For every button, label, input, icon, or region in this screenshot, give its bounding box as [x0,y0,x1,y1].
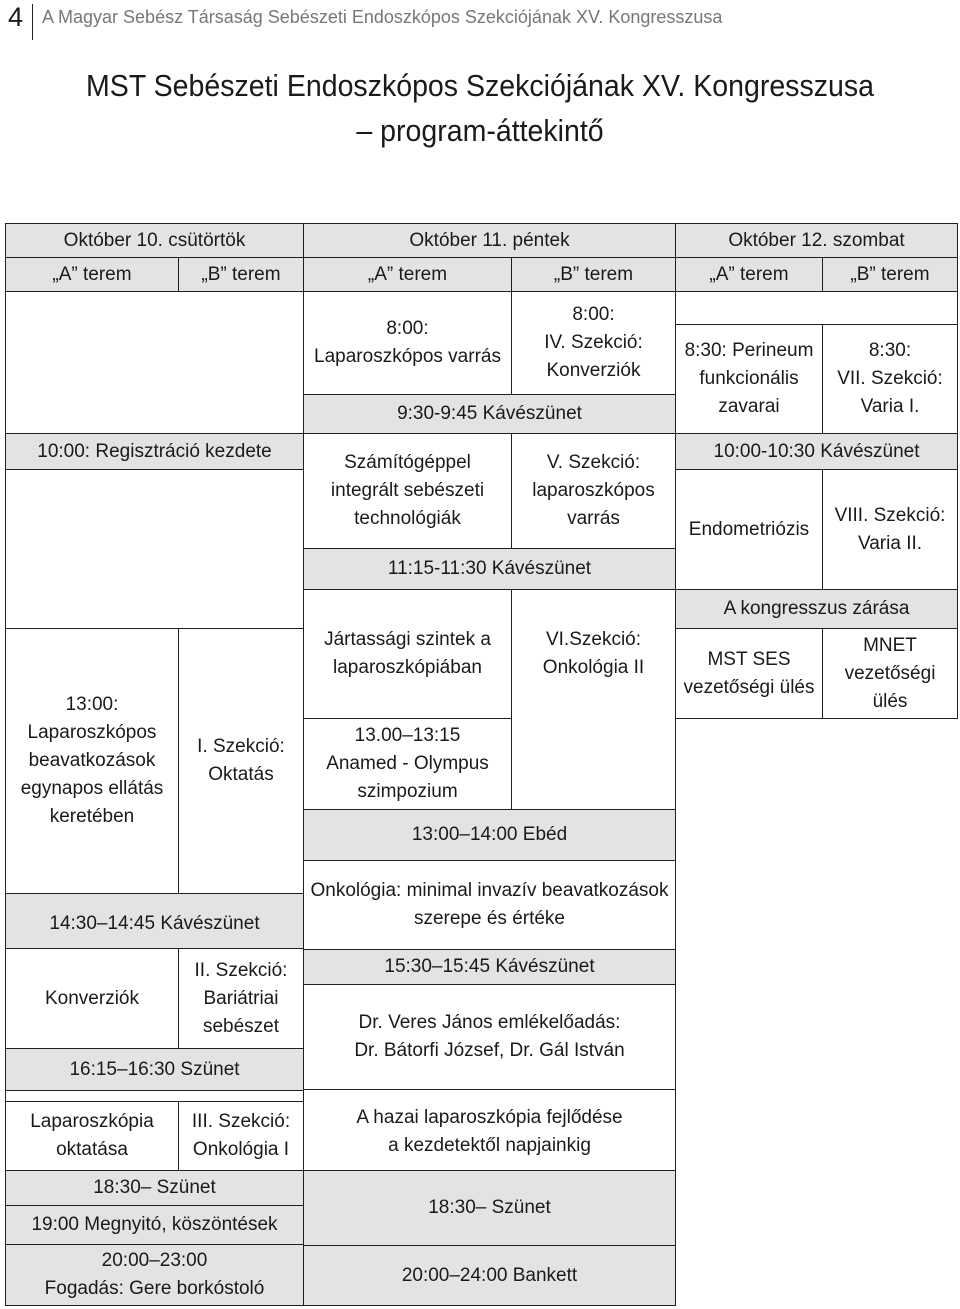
day-saturday: Október 12. szombat [675,223,958,258]
fri-skill-levels: Jártassági szintek a laparoszkópiában [303,589,512,719]
fri-computer-integrated: Számítógéppel integrált sebészeti technológiák [303,433,512,549]
room-sat-b: „B” terem [822,257,958,292]
fri-break-4: 18:30– Szünet [303,1170,676,1246]
thu-empty-morning [5,291,304,434]
sat-perineum: 8:30: Perineum funkcionális zavarai [675,324,823,434]
fri-coffee-break-1: 9:30-9:45 Kávészünet [303,394,676,434]
fri-laparoscopic-suturing: 8:00: Laparoszkópos varrás [303,291,512,395]
thu-reception: 20:00–23:00 Fogadás: Gere borkóstoló [5,1244,304,1306]
thu-break-2: 16:15–16:30 Szünet [5,1048,304,1091]
room-fri-b: „B” terem [511,257,676,292]
sat-endometriosis: Endometriózis [675,469,823,590]
thu-section-1: I. Szekció: Oktatás [178,628,304,894]
fri-coffee-break-2: 11:15-11:30 Kávészünet [303,548,676,590]
sat-mnet-meeting: MNET vezetőségi ülés [822,628,958,719]
room-thu-a: „A” terem [5,257,179,292]
thu-coffee-break: 14:30–14:45 Kávészünet [5,893,304,949]
sat-coffee-break: 10:00-10:30 Kávészünet [675,433,958,470]
sat-closing: A kongresszus zárása [675,589,958,629]
room-thu-b: „B” terem [178,257,304,292]
thu-laparoscopic-block: 13:00: Laparoszkópos beavatkozások egynapos ellátás keretében [5,628,179,894]
thu-konverziok: Konverziók [5,948,179,1049]
running-title: A Magyar Sebész Társaság Sebészeti Endoszkópos Szekciójának XV. Kongresszusa [42,7,723,27]
thu-section-2: II. Szekció: Bariátriai sebészet [178,948,304,1049]
page-subtitle: – program-áttekintő [356,113,604,148]
room-sat-a: „A” terem [675,257,823,292]
fri-lunch: 13:00–14:00 Ebéd [303,809,676,861]
thu-empty-midday [5,469,304,629]
thu-break-3: 18:30– Szünet [5,1170,304,1206]
fri-coffee-break-3: 15:30–15:45 Kávészünet [303,949,676,985]
fri-section-6: VI.Szekció: Onkológia II [511,589,676,810]
sat-top-gap [675,291,958,325]
sat-section-7: 8:30: VII. Szekció: Varia I. [822,324,958,434]
sat-section-8: VIII. Szekció: Varia II. [822,469,958,590]
thu-registration: 10:00: Regisztráció kezdete [5,433,304,470]
page-number: 4 [8,2,24,32]
fri-section-5: V. Szekció: laparoszkópos varrás [511,433,676,549]
fri-memorial-lecture: Dr. Veres János emlékelőadás: Dr. Bátorfi József, Dr. Gál István [303,984,676,1090]
fri-laparoscopy-history: A hazai laparoszkópia fejlődése a kezdetektől napjainkig [303,1089,676,1171]
thu-opening: 19:00 Megnyitó, köszöntések [5,1205,304,1245]
thu-laparoscopy-teaching: Laparoszkópia oktatása [5,1101,179,1171]
thu-section-3: III. Szekció: Onkológia I [178,1101,304,1171]
day-thursday: Október 10. csütörtök [5,223,304,258]
fri-section-4: 8:00: IV. Szekció: Konverziók [511,291,676,395]
page-title: MST Sebészeti Endoszkópos Szekciójának XV. Kongresszusa [86,68,874,103]
fri-symposium: 13.00–13:15 Anamed - Olympus szimpozium [303,718,512,810]
sat-mst-ses-meeting: MST SES vezetőségi ülés [675,628,823,719]
fri-banquet: 20:00–24:00 Bankett [303,1245,676,1306]
day-friday: Október 11. péntek [303,223,676,258]
room-fri-a: „A” terem [303,257,512,292]
header-divider [32,4,33,40]
fri-oncology-minimal-invasive: Onkológia: minimal invazív beavatkozások szerepe és értéke [303,860,676,950]
